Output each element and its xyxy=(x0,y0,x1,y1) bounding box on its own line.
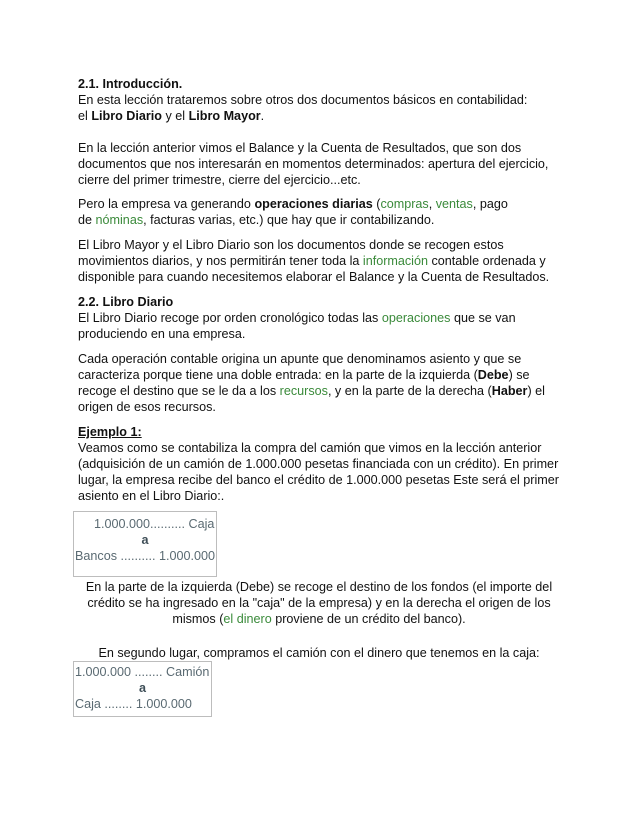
section-heading: 2.1. Introducción. xyxy=(78,77,183,91)
paragraph-line: (adquisición de un camión de 1.000.000 pesetas financiada con un crédito). En primer xyxy=(78,457,559,471)
entry-a: a xyxy=(141,533,149,547)
paragraph-line: caracteriza porque tiene una doble entrada: en la parte de la izquierda (Debe) se xyxy=(78,368,530,382)
paragraph-line: En segundo lugar, compramos el camión con el dinero que tenemos en la caja: xyxy=(98,646,540,660)
paragraph-line: produciendo en una empresa. xyxy=(78,327,246,341)
paragraph-line: movimientos diarios, y nos permitirán tener toda la información contable ordenada y xyxy=(78,254,546,268)
section-libro-diario xyxy=(78,294,558,342)
paragraph-line: crédito se ha ingresado en la "caja" de la empresa) y en la derecha el origen de los xyxy=(87,596,551,610)
paragraph-segundo xyxy=(60,645,578,661)
paragraph-line: mismos (el dinero proviene de un crédito del banco). xyxy=(172,612,466,626)
paragraph-line: En la lección anterior vimos el Balance y la Cuenta de Resultados, que son dos xyxy=(78,141,522,155)
section-heading: 2.2. Libro Diario xyxy=(78,295,174,309)
section-introduccion xyxy=(78,76,558,124)
paragraph-line: Cada operación contable origina un apunte que denominamos asiento y que se xyxy=(78,352,522,366)
entry-debe: 1.000.000.......... Caja xyxy=(94,517,215,531)
section-ejemplo xyxy=(78,424,558,504)
paragraph-explica xyxy=(60,579,578,627)
journal-entry-2 xyxy=(73,661,212,717)
paragraph-line: de nóminas, facturas varias, etc.) que hay que ir contabilizando. xyxy=(78,213,435,227)
paragraph-line: En la parte de la izquierda (Debe) se recoge el destino de los fondos (el importe del xyxy=(85,580,553,594)
link-ventas[interactable]: ventas xyxy=(435,197,473,211)
paragraph-line: Veamos como se contabiliza la compra del camión que vimos en la lección anterior xyxy=(78,441,542,455)
paragraph-line: asiento en el Libro Diario:. xyxy=(78,489,225,503)
paragraph-line: El Libro Diario recoge por orden cronológico todas las operaciones que se van xyxy=(78,311,516,325)
paragraph-line: origen de esos recursos. xyxy=(78,400,216,414)
entry-haber: Bancos .......... 1.000.000 xyxy=(75,549,216,563)
paragraph-line: El Libro Mayor y el Libro Diario son los documentos donde se recogen estos xyxy=(78,238,504,252)
entry-a: a xyxy=(138,681,146,695)
paragraph-line: recoge el destino que se le da a los recursos, y en la parte de la derecha (Haber) el xyxy=(78,384,545,398)
journal-entry-1 xyxy=(73,511,217,577)
paragraph-balance xyxy=(78,140,558,188)
paragraph-asiento xyxy=(78,351,558,415)
paragraph-line: lugar, la empresa recibe del banco el crédito de 1.000.000 pesetas Este será el primer xyxy=(78,473,559,487)
link-recursos[interactable]: recursos xyxy=(279,384,328,398)
paragraph-line: documentos que nos interesarán en momentos determinados: apertura del ejercicio, xyxy=(78,157,549,171)
paragraph-line: Pero la empresa va generando operaciones diarias (compras, ventas, pago xyxy=(78,197,508,211)
paragraph-line: cierre del primer trimestre, cierre del ejercicio...etc. xyxy=(78,173,361,187)
link-informacion[interactable]: información xyxy=(362,254,428,268)
section-heading: Ejemplo 1: xyxy=(78,425,142,439)
paragraph-line: disponible para cuando necesitemos elaborar el Balance y la Cuenta de Resultados. xyxy=(78,270,550,284)
paragraph-libros xyxy=(78,237,558,285)
link-operaciones[interactable]: operaciones xyxy=(381,311,451,325)
entry-haber: Caja ........ 1.000.000 xyxy=(75,697,192,711)
entry-debe: 1.000.000 ........ Camión xyxy=(75,665,210,679)
link-nominas[interactable]: nóminas xyxy=(95,213,144,227)
paragraph-line: el Libro Diario y el Libro Mayor. xyxy=(78,109,265,123)
link-el-dinero[interactable]: el dinero xyxy=(223,612,272,626)
paragraph-operaciones xyxy=(78,196,558,228)
link-compras[interactable]: compras xyxy=(380,197,429,211)
paragraph-line: En esta lección trataremos sobre otros dos documentos básicos en contabilidad: xyxy=(78,93,528,107)
